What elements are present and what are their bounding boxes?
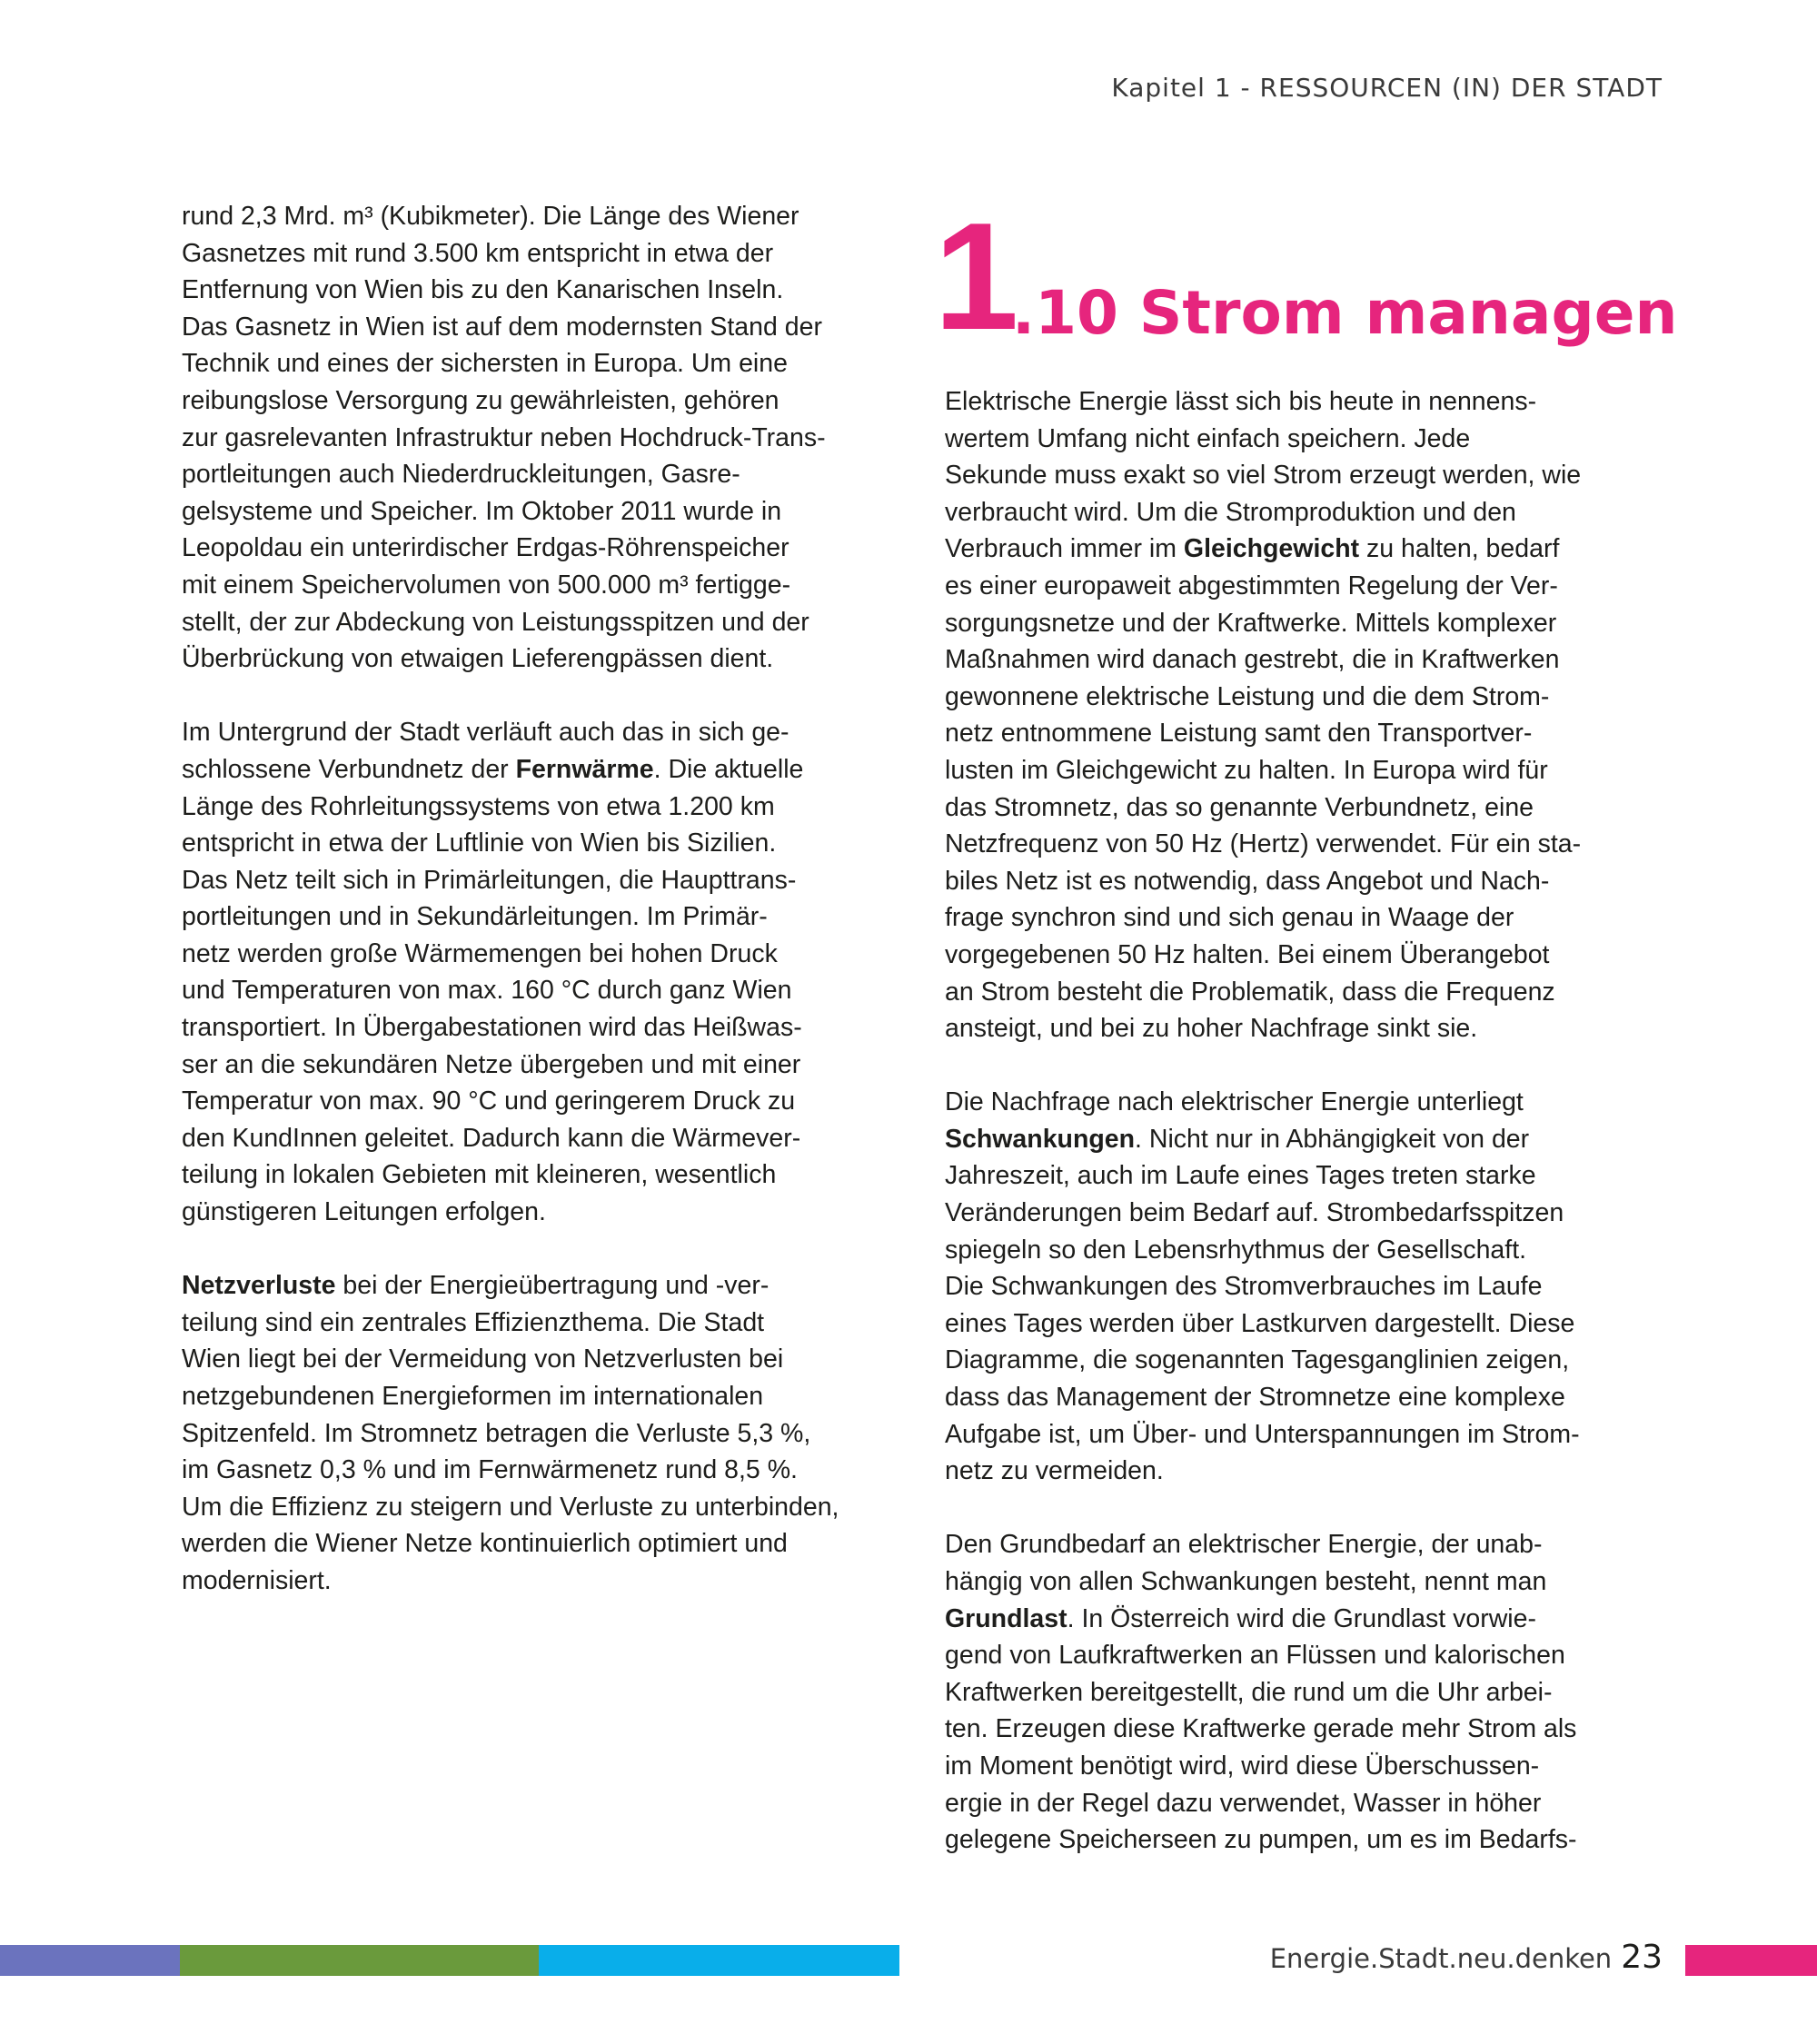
text-segment: Diagramme, die sogenannten Tagesganglinien zeigen,	[945, 1345, 1570, 1375]
paragraph	[182, 1267, 908, 1599]
text-line	[182, 1489, 908, 1526]
text-line	[182, 345, 908, 382]
text-line	[945, 1342, 1672, 1379]
text-line	[945, 752, 1672, 789]
text-segment: Spitzenfeld. Im Stromnetz betragen die Verluste 5,3 %,	[182, 1418, 811, 1448]
text-line	[182, 751, 908, 789]
text-segment: Netzfrequenz von 50 Hz (Hertz) verwendet. Für ein sta-	[945, 829, 1582, 859]
text-segment: Sekunde muss exakt so viel Strom erzeugt werden, wie	[945, 461, 1582, 491]
text-segment: im Gasnetz 0,3 % und im Fernwärmenetz rund 8,5 %.	[182, 1455, 798, 1485]
text-line	[182, 198, 908, 235]
text-segment: dass das Management der Stromnetze eine komplexe	[945, 1383, 1565, 1413]
text-line	[945, 1379, 1672, 1416]
text-segment: Technik und eines der sichersten in Europa. Um eine	[182, 349, 788, 379]
text-line	[182, 1452, 908, 1489]
text-line	[945, 1084, 1672, 1121]
text-segment: gewonnene elektrische Leistung und die dem Strom-	[945, 681, 1550, 711]
text-line	[182, 567, 908, 604]
text-line	[182, 1267, 908, 1305]
text-segment: Die Schwankungen des Stromverbrauches im Laufe	[945, 1272, 1543, 1302]
chapter-title: .10 Strom managen	[1012, 278, 1678, 348]
text-line	[182, 936, 908, 973]
text-segment: es einer europaweit abgestimmten Regelung der Ver-	[945, 571, 1558, 600]
text-segment: Wien liegt bei der Vermeidung von Netzverlusten bei	[182, 1344, 784, 1374]
text-segment: günstigeren Leitungen erfolgen.	[182, 1197, 546, 1227]
text-line	[182, 604, 908, 641]
text-line	[182, 1525, 908, 1563]
text-segment: ten. Erzeugen diese Kraftwerke gerade mehr Strom als	[945, 1714, 1577, 1744]
paragraph	[182, 198, 908, 678]
text-segment: Kraftwerken bereitgestellt, die rund um die Uhr arbei-	[945, 1677, 1553, 1707]
chapter-number: 1	[934, 191, 1019, 362]
text-segment: teilung sind ein zentrales Effizienzthema. Die Stadt	[182, 1307, 765, 1337]
bold-term: Netzverluste	[182, 1271, 336, 1301]
text-line	[945, 1711, 1672, 1748]
text-line	[945, 421, 1672, 458]
footer-bar-blue	[539, 1945, 899, 1976]
text-segment: netzgebundenen Energieformen im internationalen	[182, 1382, 764, 1411]
text-line	[945, 1748, 1672, 1785]
text-line	[182, 456, 908, 493]
text-segment: Leopoldau ein unterirdischer Erdgas-Röhrenspeicher	[182, 533, 789, 563]
text-line	[945, 715, 1672, 752]
text-line	[945, 1195, 1672, 1232]
text-segment: im Moment benötigt wird, wird diese Überschussen-	[945, 1751, 1540, 1781]
text-segment: . Nicht nur in Abhängigkeit von der	[1135, 1124, 1530, 1154]
text-line	[945, 1785, 1672, 1822]
text-segment: ansteigt, und bei zu hoher Nachfrage sinkt sie.	[945, 1014, 1478, 1044]
text-line	[945, 974, 1672, 1011]
text-line	[945, 1010, 1672, 1047]
text-line	[945, 531, 1672, 568]
text-segment: rund 2,3 Mrd. m³ (Kubikmeter). Die Länge des Wiener	[182, 202, 799, 231]
text-line	[945, 899, 1672, 937]
bold-term: Grundlast	[945, 1603, 1067, 1633]
text-segment: schlossene Verbundnetz der	[182, 754, 516, 784]
text-segment: lusten im Gleichgewicht zu halten. In Europa wird für	[945, 755, 1548, 785]
text-segment: biles Netz ist es notwendig, dass Angebot und Nach-	[945, 866, 1550, 896]
text-segment: ergie in der Regel dazu verwendet, Wasser in höher	[945, 1788, 1542, 1818]
text-line	[945, 789, 1672, 827]
text-line	[182, 1415, 908, 1453]
text-line	[182, 420, 908, 457]
text-line	[182, 1009, 908, 1047]
text-line	[182, 898, 908, 936]
footer-bar-pink	[1685, 1945, 1817, 1976]
text-line	[945, 1637, 1672, 1674]
paragraph	[945, 1526, 1672, 1858]
text-line	[182, 1563, 908, 1600]
text-line	[945, 1157, 1672, 1195]
text-line	[945, 641, 1672, 679]
bold-term: Gleichgewicht	[1183, 534, 1360, 564]
text-line	[182, 1156, 908, 1194]
text-segment: wertem Umfang nicht einfach speichern. Jede	[945, 423, 1471, 453]
text-segment: Verbrauch immer im	[945, 534, 1184, 564]
text-segment: netz werden große Wärmemengen bei hohen Druck	[182, 938, 778, 968]
text-line	[945, 1526, 1672, 1563]
text-line	[945, 1674, 1672, 1712]
text-line	[945, 457, 1672, 494]
text-line	[182, 309, 908, 346]
page-number: 23	[1621, 1939, 1663, 1976]
text-line	[945, 826, 1672, 863]
text-line	[945, 568, 1672, 605]
text-line	[945, 1453, 1672, 1490]
text-segment: portleitungen auch Niederdruckleitungen, Gasre-	[182, 460, 740, 490]
text-line	[182, 1120, 908, 1157]
footer-label: Energie.Stadt.neu.denken	[1269, 1943, 1613, 1974]
text-segment: Das Gasnetz in Wien ist auf dem modernsten Stand der	[182, 312, 822, 342]
text-line	[945, 1268, 1672, 1305]
bold-term: Schwankungen	[945, 1124, 1136, 1154]
text-segment: netz entnommene Leistung samt den Transportver-	[945, 719, 1533, 749]
left-text-column	[182, 198, 908, 1636]
text-segment: den KundInnen geleitet. Dadurch kann die Wärmever-	[182, 1123, 801, 1153]
text-line	[182, 825, 908, 862]
text-segment: gelegene Speicherseen zu pumpen, um es im Bedarfs-	[945, 1825, 1577, 1855]
text-line	[182, 1083, 908, 1120]
paragraph	[182, 714, 908, 1230]
text-line	[945, 383, 1672, 421]
text-segment: . In Österreich wird die Grundlast vorwie-	[1067, 1603, 1536, 1633]
text-segment: reibungslose Versorgung zu gewährleisten, gehören	[182, 385, 779, 415]
text-line	[945, 1821, 1672, 1859]
text-line	[945, 1416, 1672, 1454]
text-segment: transportiert. In Übergabestationen wird das Heißwas-	[182, 1013, 802, 1043]
text-segment: Das Netz teilt sich in Primärleitungen, die Haupttrans-	[182, 865, 797, 895]
text-segment: Entfernung von Wien bis zu den Kanarischen Inseln.	[182, 275, 784, 305]
text-segment: Temperatur von max. 90 °C und geringerem Druck zu	[182, 1086, 796, 1116]
text-line	[182, 1047, 908, 1084]
text-segment: gend von Laufkraftwerken an Flüssen und kalorischen	[945, 1641, 1565, 1671]
text-segment: Aufgabe ist, um Über- und Unterspannungen im Strom-	[945, 1419, 1580, 1449]
running-header: Kapitel 1 - RESSOURCEN (IN) DER STADT	[1111, 73, 1663, 103]
text-line	[945, 1232, 1672, 1269]
text-line	[945, 679, 1672, 716]
footer-bar-green	[180, 1945, 539, 1976]
footer-bar-purple	[0, 1945, 180, 1976]
text-line	[182, 493, 908, 531]
text-line	[182, 1305, 908, 1342]
text-segment: und Temperaturen von max. 160 °C durch ganz Wien	[182, 976, 792, 1006]
text-segment: bei der Energieübertragung und -ver-	[335, 1271, 769, 1301]
text-line	[945, 1563, 1672, 1601]
text-line	[182, 1378, 908, 1415]
text-line	[945, 494, 1672, 531]
text-segment: stellt, der zur Abdeckung von Leistungsspitzen und der	[182, 607, 809, 637]
text-line	[182, 789, 908, 826]
bold-term: Fernwärme	[515, 754, 654, 784]
text-segment: teilung in lokalen Gebieten mit kleineren, wesentlich	[182, 1160, 777, 1190]
paragraph	[945, 383, 1672, 1047]
text-segment: Überbrückung von etwaigen Lieferengpässen dient.	[182, 644, 774, 674]
text-line	[945, 863, 1672, 900]
text-line	[182, 1194, 908, 1231]
text-line	[182, 272, 908, 309]
text-segment: Elektrische Energie lässt sich bis heute in nennens-	[945, 387, 1537, 416]
text-segment: werden die Wiener Netze kontinuierlich optimiert und	[182, 1529, 788, 1559]
text-segment: Jahreszeit, auch im Laufe eines Tages treten starke	[945, 1161, 1536, 1191]
text-segment: portleitungen und in Sekundärleitungen. Im Primär-	[182, 902, 768, 932]
text-segment: Veränderungen beim Bedarf auf. Strombedarfsspitzen	[945, 1198, 1564, 1228]
text-segment: modernisiert.	[182, 1565, 332, 1595]
text-segment: hängig von allen Schwankungen besteht, nennt man	[945, 1567, 1547, 1596]
text-segment: zu halten, bedarf	[1359, 534, 1560, 564]
text-line	[182, 640, 908, 678]
text-line	[945, 937, 1672, 974]
text-segment: Den Grundbedarf an elektrischer Energie, der unab-	[945, 1530, 1543, 1560]
text-segment: zur gasrelevanten Infrastruktur neben Hochdruck-Trans-	[182, 422, 826, 452]
text-segment: Im Untergrund der Stadt verläuft auch das in sich ge-	[182, 718, 789, 748]
text-segment: frage synchron sind und sich genau in Waage der	[945, 903, 1514, 933]
text-line	[182, 972, 908, 1009]
text-segment: Maßnahmen wird danach gestrebt, die in Kraftwerken	[945, 645, 1560, 675]
text-segment: . Die aktuelle	[653, 754, 804, 784]
text-segment: Gasnetzes mit rund 3.500 km entspricht in etwa der	[182, 238, 774, 268]
text-segment: an Strom besteht die Problematik, dass die Frequenz	[945, 977, 1555, 1007]
right-text-column	[945, 383, 1672, 1895]
text-line	[182, 530, 908, 567]
text-segment: entspricht in etwa der Luftlinie von Wien bis Sizilien.	[182, 829, 777, 858]
text-line	[182, 862, 908, 899]
text-segment: sorgungsnetze und der Kraftwerke. Mittels komplexer	[945, 608, 1557, 638]
text-line	[182, 382, 908, 420]
text-segment: Länge des Rohrleitungssystems von etwa 1.200 km	[182, 791, 775, 821]
text-line	[945, 1305, 1672, 1343]
text-segment: spiegeln so den Lebensrhythmus der Gesellschaft.	[945, 1235, 1527, 1265]
text-segment: das Stromnetz, das so genannte Verbundnetz, eine	[945, 792, 1534, 822]
text-segment: netz zu vermeiden.	[945, 1456, 1164, 1486]
text-line	[182, 235, 908, 273]
text-line	[182, 714, 908, 751]
text-line	[945, 1121, 1672, 1158]
text-segment: Um die Effizienz zu steigern und Verluste zu unterbinden,	[182, 1492, 839, 1522]
paragraph	[945, 1084, 1672, 1490]
text-segment: ser an die sekundären Netze übergeben und mit einer	[182, 1049, 801, 1079]
text-segment: gelsysteme und Speicher. Im Oktober 2011 wurde in	[182, 496, 782, 526]
text-segment: eines Tages werden über Lastkurven dargestellt. Diese	[945, 1308, 1575, 1338]
text-segment: vorgegebenen 50 Hz halten. Bei einem Überangebot	[945, 939, 1550, 969]
text-segment: mit einem Speichervolumen von 500.000 m³ fertigge-	[182, 570, 791, 600]
text-segment: verbraucht wird. Um die Stromproduktion und den	[945, 497, 1516, 527]
text-segment: Die Nachfrage nach elektrischer Energie unterliegt	[945, 1087, 1524, 1117]
text-line	[945, 605, 1672, 642]
text-line	[182, 1341, 908, 1378]
text-line	[945, 1601, 1672, 1638]
footer	[1270, 1939, 1663, 1976]
